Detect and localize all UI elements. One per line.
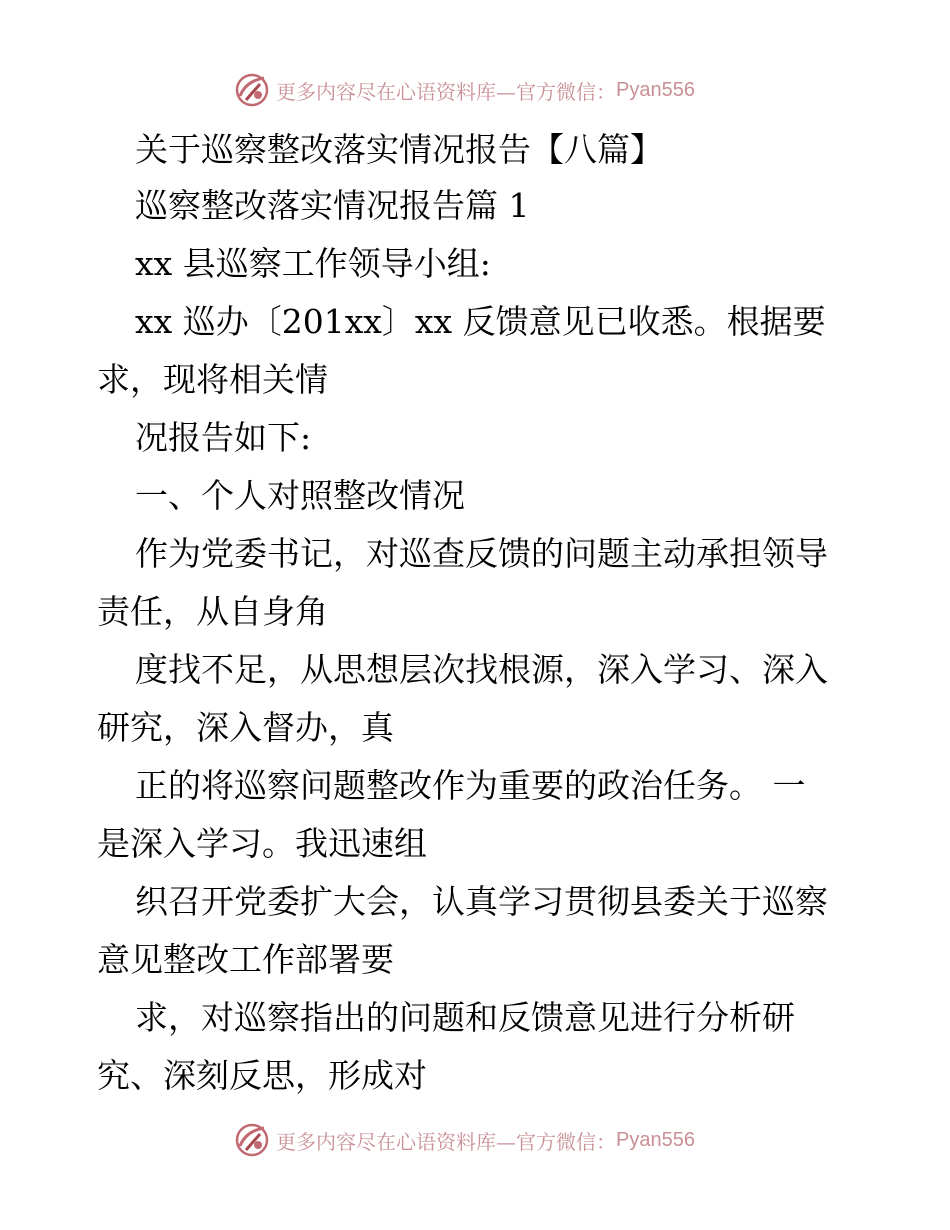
watermark-text: 更多内容尽在心语资料库—官方微信： (276, 79, 616, 104)
watermark-text: 更多内容尽在心语资料库—官方微信： (276, 1129, 616, 1154)
body-line: 责任，从自身角 (97, 592, 328, 631)
body-line: 意见整改工作部署要 (97, 940, 394, 979)
body-line: 研究，深入督办，真 (97, 708, 394, 747)
body-line: 织召开党委扩大会，认真学习贯彻县委关于巡察 (135, 882, 828, 921)
section-heading: 巡察整改落实情况报告篇 1 (135, 186, 530, 225)
body-line: xx 县巡察工作领导小组: (135, 244, 491, 283)
body-line: 是深入学习。我迅速组 (97, 824, 427, 863)
body-line: 况报告如下: (135, 418, 312, 457)
body-line: 度找不足，从思想层次找根源，深入学习、深入 (135, 650, 828, 689)
pen-logo-icon (234, 1122, 270, 1158)
document-title: 关于巡察整改落实情况报告【八篇】 (135, 130, 663, 169)
watermark-wechat-id: Pyan556 (616, 78, 695, 101)
pen-logo-icon (234, 72, 270, 108)
body-line: 求，现将相关情 (97, 360, 328, 399)
body-line: 正的将巡察问题整改作为重要的政治任务。 一 (135, 766, 806, 805)
body-line: 一、个人对照整改情况 (135, 476, 465, 515)
body-line: xx 巡办〔201xx〕xx 反馈意见已收悉。根据要 (135, 302, 826, 341)
body-line: 究、深刻反思，形成对 (97, 1056, 427, 1095)
watermark-banner-bottom (234, 1122, 695, 1158)
watermark-wechat-id: Pyan556 (616, 1128, 695, 1151)
body-line: 作为党委书记，对巡查反馈的问题主动承担领导 (135, 534, 828, 573)
watermark-banner-top (234, 72, 695, 108)
body-line: 求，对巡察指出的问题和反馈意见进行分析研 (135, 998, 795, 1037)
